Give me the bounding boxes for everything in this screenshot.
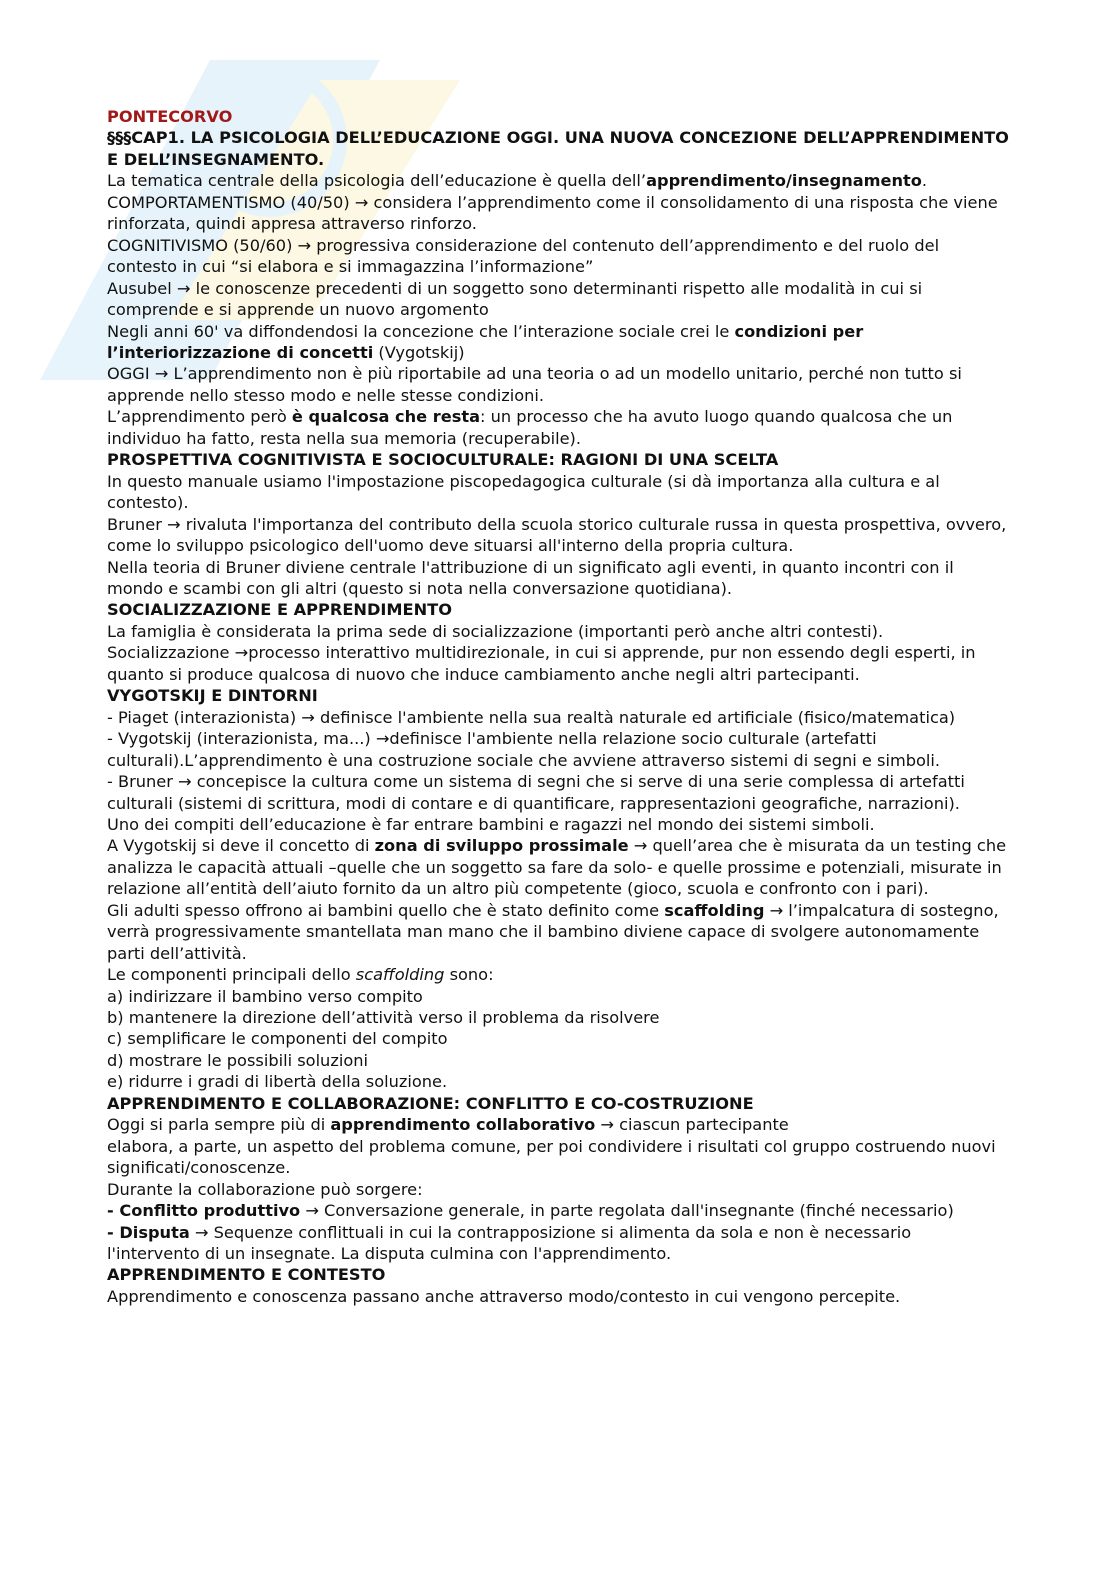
section-heading: PROSPETTIVA COGNITIVISTA E SOCIOCULTURALE: RAGIONI DI UNA SCELTA [107, 450, 779, 470]
text: Negli anni 60' va diffondendosi la concezione che l’interazione sociale crei le [107, 321, 735, 341]
text: → Conversazione generale, in parte regolata dall'insegnante (finché necessario) [300, 1201, 954, 1221]
text: → quell’area che è misurata da un testing che analizza le capacità attuali –quelle che un soggetto sa fare da solo- e quelle prossime e potenziali, misurate in relazione all’entità dell’aiuto fornito da un altro più competente (gioco, scuola e confronto con i pari). [107, 836, 1007, 899]
text: → l’impalcatura di sostegno, verrà progressivamente smantellata man mano che il bambino diviene capace di svolgere autonomamente parti dell’attività. [107, 900, 999, 963]
text: Oggi si parla sempre più di [107, 1115, 331, 1135]
paragraph [107, 170, 1009, 191]
italic-text: scaffolding [355, 965, 445, 985]
text: Gli adulti spesso offrono ai bambini quello che è stato definito come [107, 900, 665, 920]
list-item: c) semplificare le componenti del compito [107, 1029, 448, 1049]
paragraph: - Bruner → concepisce la cultura come un sistema di segni che si serve di una serie complessa di artefatti culturali (sistemi di scrittura, modi di contare e di quantificare, rappresentazioni geografiche, narrazioni). [107, 772, 965, 813]
section-heading: SOCIALIZZAZIONE E APPRENDIMENTO [107, 600, 452, 620]
chapter-title: §§§CAP1. LA PSICOLOGIA DELL’EDUCAZIONE OGGI. UNA NUOVA CONCEZIONE DELL’APPRENDIMENTO E DELL’INSEGNAMENTO. [107, 128, 1009, 169]
paragraph: Nella teoria di Bruner diviene centrale l'attribuzione di un significato agli eventi, in quanto incontri con il mondo e scambi con gli altri (questo si nota nella conversazione quotidiana). [107, 557, 954, 598]
paragraph [107, 900, 1009, 964]
text: : un processo che ha avuto luogo quando qualcosa che un individuo ha fatto, resta nella sua memoria (recuperabile). [107, 407, 953, 448]
document-page [107, 106, 1009, 1307]
paragraph: COMPORTAMENTISMO (40/50) → considera l’apprendimento come il consolidamento di una risposta che viene rinforzata, quindi appresa attraverso rinforzo. [107, 192, 998, 234]
paragraph: - Vygotskij (interazionista, ma...) →definisce l'ambiente nella relazione socio culturale (artefatti culturali).L’apprendimento è una costruzione sociale che avviene attraverso sistemi di segni e simboli. [107, 729, 941, 770]
paragraph: elabora, a parte, un aspetto del problema comune, per poi condividere i risultati col gruppo costruendo nuovi significati/conoscenze. [107, 1136, 996, 1178]
paragraph: In questo manuale usiamo l'impostazione piscopedagogica culturale (si dà importanza alla cultura e al contesto). [107, 471, 940, 513]
paragraph: COGNITIVISMO (50/60) → progressiva considerazione del contenuto dell’apprendimento e del ruolo del contesto in cui “si elabora e si immagazzina l’informazione” [107, 235, 940, 277]
list-item: b) mantenere la direzione dell’attività verso il problema da risolvere [107, 1008, 660, 1028]
section-heading: APPRENDIMENTO E COLLABORAZIONE: CONFLITTO E CO-COSTRUZIONE [107, 1093, 754, 1113]
bold-text: - Conflitto produttivo [107, 1201, 301, 1221]
text: Le componenti principali dello [107, 965, 356, 985]
list-item: a) indirizzare il bambino verso compito [107, 986, 423, 1006]
paragraph: Durante la collaborazione può sorgere: [107, 1179, 423, 1199]
paragraph [107, 406, 1009, 449]
bold-text: condizioni per l’interiorizzazione di concetti [107, 321, 864, 362]
paragraph: Apprendimento e conoscenza passano anche attraverso modo/contesto in cui vengono percepite. [107, 1286, 901, 1306]
paragraph: Socializzazione →processo interattivo multidirezionale, in cui si apprende, pur non essendo degli esperti, in quanto si produce qualcosa di nuovo che induce cambiamento anche negli altri partecipanti. [107, 643, 976, 684]
paragraph: Ausubel → le conoscenze precedenti di un soggetto sono determinanti rispetto alle modalità in cui si comprende e si apprende un nuovo argomento [107, 278, 923, 320]
bold-text: è qualcosa che resta [291, 407, 481, 427]
bold-text: zona di sviluppo prossimale [374, 836, 629, 856]
paragraph [107, 1114, 1009, 1135]
paragraph: Bruner → rivaluta l'importanza del contributo della scuola storico culturale russa in questa prospettiva, ovvero, come lo sviluppo psicologico dell'uomo deve situarsi all'interno della propria cultura. [107, 514, 1007, 556]
paragraph: - Piaget (interazionista) → definisce l'ambiente nella sua realtà naturale ed artificiale (fisico/matematica) [107, 707, 956, 727]
paragraph [107, 1222, 1009, 1265]
section-heading: VYGOTSKIJ E DINTORNI [107, 686, 318, 706]
list-item: d) mostrare le possibili soluzioni [107, 1050, 368, 1070]
text: L’apprendimento però [107, 407, 292, 427]
text: A Vygotskij si deve il concetto di [107, 836, 375, 856]
paragraph: OGGI → L’apprendimento non è più riportabile ad una teoria o ad un modello unitario, perché non tutto si apprende nello stesso modo e nelle stesse condizioni. [107, 364, 962, 405]
bold-text: scaffolding [664, 900, 765, 920]
paragraph [107, 835, 1009, 899]
paragraph: Uno dei compiti dell’educazione è far entrare bambini e ragazzi nel mondo dei sistemi simboli. [107, 814, 875, 834]
paragraph [107, 964, 1009, 985]
paragraph [107, 1200, 1009, 1221]
text: La tematica centrale della psicologia dell’educazione è quella dell’ [107, 171, 647, 191]
bold-text: - Disputa [107, 1222, 190, 1242]
text: → Sequenze conflittuali in cui la contrapposizione si alimenta da sola e non è necessario l'intervento di un insegnate. La disputa culmina con l'apprendimento. [107, 1222, 912, 1264]
paragraph [107, 321, 1009, 364]
section-heading: APPRENDIMENTO E CONTESTO [107, 1265, 386, 1285]
text: → ciascun partecipante [595, 1115, 789, 1135]
text: . [921, 171, 928, 191]
list-item: e) ridurre i gradi di libertà della soluzione. [107, 1072, 448, 1092]
text: sono: [444, 965, 494, 985]
document-header: PONTECORVO [107, 107, 233, 126]
text: (Vygotskij) [373, 342, 465, 362]
bold-text: apprendimento collaborativo [330, 1115, 596, 1135]
bold-text: apprendimento/insegnamento [646, 171, 922, 191]
paragraph: La famiglia è considerata la prima sede di socializzazione (importanti però anche altri contesti). [107, 621, 884, 641]
